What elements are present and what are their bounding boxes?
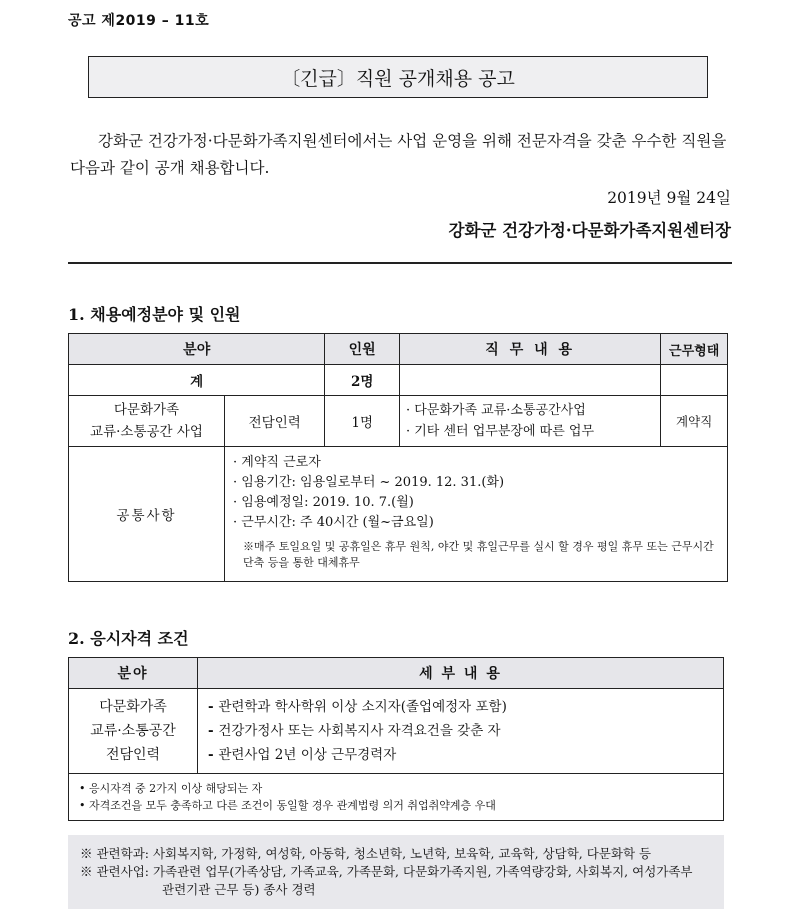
header-details: 세 부 내 용 — [198, 658, 724, 689]
section2-title: 2. 응시자격 조건 — [68, 629, 189, 648]
list-item: · 계약직 근로자 — [233, 453, 719, 473]
header-count: 인원 — [325, 334, 400, 365]
field-cell — [69, 689, 198, 774]
total-row — [69, 365, 728, 396]
table-row — [69, 396, 728, 447]
list-item: - 관련학과 학사학위 이상 소지자(졸업예정자 포함) — [208, 695, 713, 719]
employment-type-cell: 계약직 — [661, 396, 728, 447]
section1-title: 1. 채용예정분야 및 인원 — [68, 305, 241, 324]
notice-date: 2019년 9월 24일 — [607, 189, 731, 207]
list-item: · 근무시간: 주 40시간 (월~금요일) — [233, 513, 719, 533]
total-count: 2명 — [325, 365, 400, 396]
organization-name: 강화군 건강가정·다문화가족지원센터장 — [448, 221, 731, 240]
notice-number: 공고 제2019 – 11호 — [68, 13, 210, 29]
table-header-row — [69, 658, 724, 689]
page-title: 〔긴급〕직원 공개채용 공고 — [88, 56, 708, 98]
list-item: - 관련사업 2년 이상 근무경력자 — [208, 743, 713, 767]
notes-cell — [69, 774, 724, 821]
field-cell — [69, 396, 225, 447]
header-field: 분야 — [69, 334, 325, 365]
divider — [68, 262, 732, 264]
list-item: • 응시자격 중 2가지 이상 해당되는 자 — [79, 780, 713, 797]
footer-notes — [68, 835, 724, 909]
table-row — [69, 689, 724, 774]
common-row — [69, 447, 728, 582]
notes-row — [69, 774, 724, 821]
qualifications-table — [68, 657, 724, 821]
field-line: 다문화가족 — [99, 699, 167, 715]
header-employment-type: 근무형태 — [661, 334, 728, 365]
footer-line: ※ 관련사업: 가족관련 업무(가족상담, 가족교육, 가족문화, 다문화가족지원, 가족역량강화, 사회복지, 여성가족부 — [80, 864, 693, 879]
total-empty — [399, 365, 660, 396]
list-item: · 임용기간: 임용일로부터 ~ 2019. 12. 31.(화) — [233, 473, 719, 493]
list-item: · 기타 센터 업무분장에 따른 업무 — [406, 421, 654, 442]
common-cell — [225, 447, 728, 582]
common-label: 공통사항 — [69, 447, 225, 582]
field-line: 교류·소통공간 사업 — [90, 424, 203, 440]
field-line: 전담인력 — [105, 747, 161, 763]
table-header-row — [69, 334, 728, 365]
list-item: · 임용예정일: 2019. 10. 7.(월) — [233, 493, 719, 513]
positions-table — [68, 333, 728, 582]
intro-paragraph: 강화군 건강가정·다문화가족지원센터에서는 사업 운영을 위해 전문자격을 갖춘 우수한 직원을 다음과 같이 공개 채용합니다. — [70, 132, 727, 177]
role-cell: 전담인력 — [225, 396, 325, 447]
field-line: 교류·소통공간 — [90, 723, 176, 739]
details-cell — [198, 689, 724, 774]
header-field: 분야 — [69, 658, 198, 689]
total-label: 계 — [69, 365, 325, 396]
count-cell: 1명 — [325, 396, 400, 447]
footer-line: ※ 관련학과: 사회복지학, 가정학, 여성학, 아동학, 청소년학, 노년학, 보육학, 교육학, 상담학, 다문화학 등 — [80, 846, 652, 861]
footer-line: 관련기관 근무 등) 종사 경력 — [162, 882, 316, 897]
list-item: - 건강가정사 또는 사회복지사 자격요건을 갖춘 자 — [208, 719, 713, 743]
list-item: • 자격조건을 모두 충족하고 다른 조건이 동일할 경우 관계법령 의거 취업취약계층 우대 — [79, 797, 713, 814]
duties-cell — [399, 396, 660, 447]
field-line: 다문화가족 — [113, 402, 180, 418]
total-empty — [661, 365, 728, 396]
list-item: · 다문화가족 교류·소통공간사업 — [406, 400, 654, 421]
common-note: ※매주 토일요일 및 공휴일은 휴무 원칙, 야간 및 휴일근무를 실시 할 경우 평일 휴무 또는 근무시간 단축 등을 통한 대체휴무 — [243, 540, 714, 569]
header-duties: 직 무 내 용 — [399, 334, 660, 365]
